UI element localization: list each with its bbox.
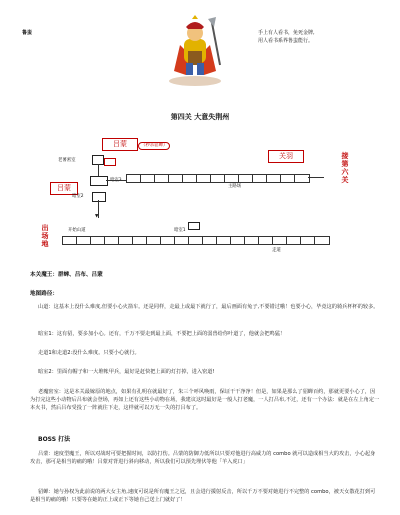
lumeng-sub-label: （秒杀貂蝉） (138, 142, 170, 150)
path-label: 走道 (272, 248, 281, 253)
route-para-5: 老魔密室：这是本关最嫁原的地点，如果有孔明在就最好了，朱三个呼风唤雨，保证干干净净！但是，如果是那么了貂蝉百约，那就更要小心了，因为打完这些小动物后吕布就会登场，再如上还有这些小动物在场，我建议这时最好是一般人打老魔，一人打吕布,不过，还有一个办法：就是在左上角定一本火书，然后吕布受投了一阵就往下走，这样就可以万无一失的打吕布了。 (30, 389, 380, 412)
route-heading: 地图路径： (30, 291, 58, 297)
dark-room-2-label: 暗室2 (72, 194, 84, 199)
boss-para-2: 貂蝉：她与孙权为此前说的两大女主角,速度可说是所有魔王之冠，且会进行援射反击，所以千万不要对她进行不完整的 combo，被天女散花打到可是相当的痛的哦！只要等在她的正上或正下等她自己送上门就好了！ (30, 489, 376, 504)
boss-heading: BOSS 打法 (38, 436, 71, 443)
stage-map: 吕蒙 （秒杀貂蝉） 关羽 吕蒙 老薯密室 暗室2 主路场 ▼ 开始山道 暗室1 走道 出场地 接第六关 (41, 140, 349, 253)
header-note-line1: 手上有人看书，免死金牌, (258, 30, 315, 36)
stage-bosses: 本关魔王：群蟀、吕布、吕蒙 (30, 272, 103, 278)
chapter-title: 第四关 大意失荆州 (170, 113, 230, 121)
dark-room-3-label (110, 178, 122, 184)
dark-room-3-box (90, 176, 108, 186)
luxun-label: 吕蒙 (50, 182, 78, 195)
header-note-line2: 用人看书系界鲁蚩能行。 (258, 38, 314, 44)
route-para-3: 走道1和走道2:没什么难度。只要小心就行。 (38, 350, 140, 356)
header-logo-text: 鲁蚩 (22, 30, 33, 36)
route-para-2: 暗室1：这有貂，要多加小心。还有，千万不要走到最上面，不要把上面的弱兽给你叶道了，他就会把鸣猛！ (38, 331, 286, 337)
route-para-4: 暗室2：里面有帽子和一大堆帐甲兵，最好是赶快把上面的灯打掉，进入密道! (38, 369, 215, 375)
dark-room-1-label: 暗室1 (174, 228, 186, 233)
main-road-label: 主路场 (228, 184, 242, 189)
start-area-label: 出场地 (41, 224, 49, 248)
dark-room-2-box (92, 192, 106, 202)
elder-room-label: 老薯密室 (58, 158, 76, 163)
elder-room-box2 (104, 158, 116, 166)
warrior-illustration (160, 15, 230, 87)
dark-room-1-box (188, 222, 200, 230)
lumeng-label: 吕蒙 (102, 138, 138, 151)
boss-para-1: 吕蒙：速度型魔王，所以对战时可要把握时间，以防打伤。吕蒙的防御力低所以只要对他进行高威力的 combo 就可以造成相当大的攻击，小心起身攻击，那可是相当的痛的哦！吕蒙对背进行斜向移动，所以我们可以预先埋伏等他「羊入虎口」 (30, 451, 376, 466)
finish-area-label: 接第六关 (341, 152, 349, 184)
guanyu-label: 关羽 (268, 150, 304, 163)
mountain-road-label: 开始山道 (68, 228, 86, 233)
route-para-1: 山道：这基本上没什么难度,但要小心火箭车。还是同样，走最上或最下就行了，最后画面有兔子,不要错过哦！也要小心，毕竟这的骑兵杯杯的较多。 (38, 304, 379, 310)
